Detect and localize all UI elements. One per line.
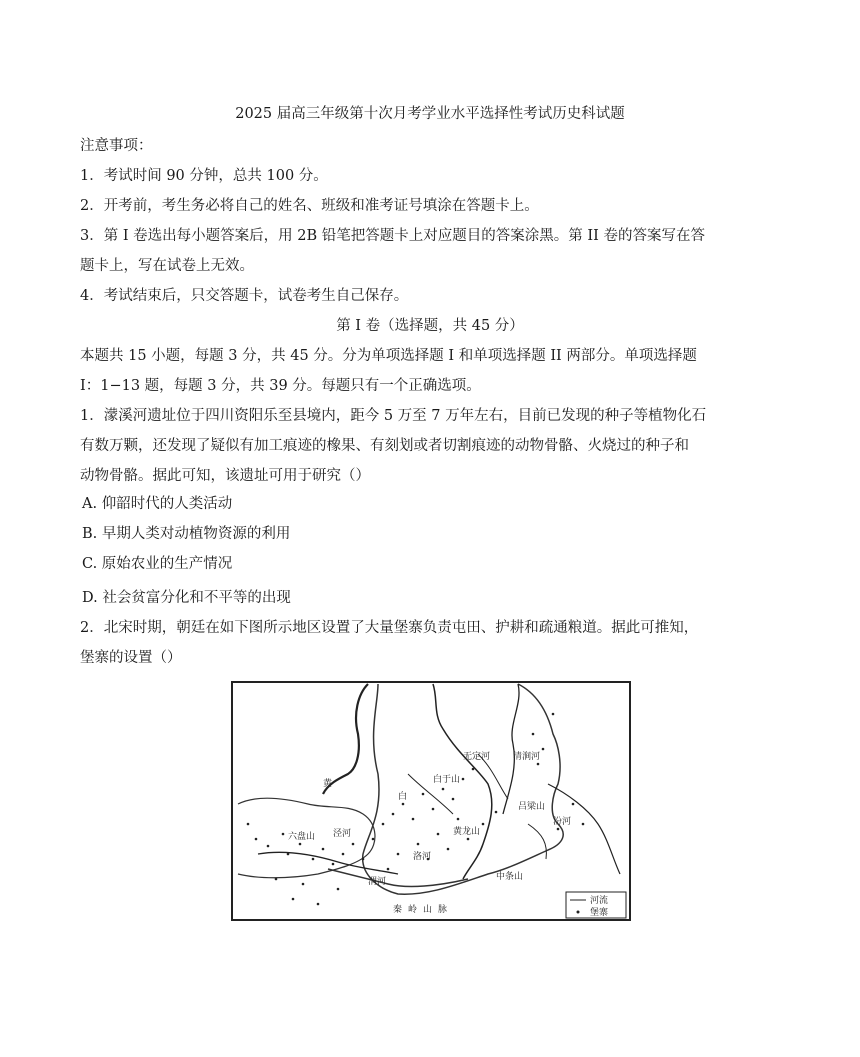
- question-1-option-a: A. 仰韶时代的人类活动: [82, 496, 233, 512]
- question-1-stem: 1．濛溪河遗址位于四川资阳乐至县境内，距今 5 万至 7 万年左右，目前已发现的种子等植物化石: [80, 408, 707, 424]
- map-label-liupan: 六盘山: [288, 832, 316, 842]
- map-label-jing-river: 泾河: [333, 829, 352, 839]
- map-legend: [566, 892, 626, 918]
- map-label-yellow-river: 黄: [323, 779, 333, 789]
- map-label-luo-river: 洛河: [413, 852, 432, 862]
- exam-title: 2025 届高三年级第十次月考学业水平选择性考试历史科试题: [235, 106, 625, 122]
- map-label-bai: 白: [398, 792, 408, 802]
- notice-item-continued: 题卡上，写在试卷上无效。: [80, 258, 254, 274]
- question-1-option-c: C. 原始农业的生产情况: [82, 556, 233, 572]
- map-label-fen-river: 汾河: [553, 817, 572, 827]
- map-label-huanglong: 黄龙山: [453, 827, 481, 837]
- notice-item: 4．考试结束后，只交答题卡，试卷考生自己保存。: [80, 288, 409, 304]
- map-label-qingjian: 清涧河: [513, 752, 541, 762]
- legend-river: 河流: [590, 896, 609, 906]
- question-1-option-b: B. 早期人类对动植物资源的利用: [82, 526, 291, 542]
- notice-heading: 注意事项：: [80, 138, 153, 154]
- legend-fort-dot: [577, 911, 580, 914]
- question-1-option-d: D. 社会贫富分化和不平等的出现: [82, 590, 291, 606]
- map-label-wuding: 无定河: [463, 752, 491, 762]
- question-2-stem: 堡寨的设置（）: [80, 650, 182, 666]
- map-label-zhongtiao: 中条山: [496, 872, 524, 882]
- notice-item: 2．开考前，考生务必将自己的姓名、班级和准考证号填涂在答题卡上。: [80, 198, 539, 214]
- section-intro: I：1−13 题，每题 3 分，共 39 分。每题只有一个正确选项。: [80, 378, 481, 394]
- map-label-baiyu: 白于山: [433, 775, 461, 785]
- section-title: 第 I 卷（选择题，共 45 分）: [336, 318, 524, 334]
- question-1-stem: 动物骨骼。据此可知，该遗址可用于研究（）: [80, 468, 370, 484]
- northern-song-fort-map: [228, 674, 634, 924]
- map-label-luliang: 吕梁山: [518, 802, 546, 812]
- section-intro: 本题共 15 小题，每题 3 分，共 45 分。分为单项选择题 I 和单项选择题 II 两部分。单项选择题: [80, 348, 697, 364]
- map-label-qinling: 秦岭山脉: [393, 905, 454, 915]
- question-2-stem: 2．北宋时期，朝廷在如下图所示地区设置了大量堡寨负责屯田、护耕和疏通粮道。据此可推知，: [80, 620, 699, 636]
- notice-item: 1．考试时间 90 分钟，总共 100 分。: [80, 168, 328, 184]
- question-1-stem: 有数万颗，还发现了疑似有加工痕迹的橡果、有刻划或者切割痕迹的动物骨骼、火烧过的种子和: [80, 438, 689, 454]
- notice-item: 3．第 I 卷选出每小题答案后，用 2B 铅笔把答题卡上对应题目的答案涂黑。第 II 卷的答案写在答: [80, 228, 705, 244]
- map-label-wei-river: 渭河: [368, 877, 387, 887]
- legend-fort: 堡寨: [590, 908, 609, 918]
